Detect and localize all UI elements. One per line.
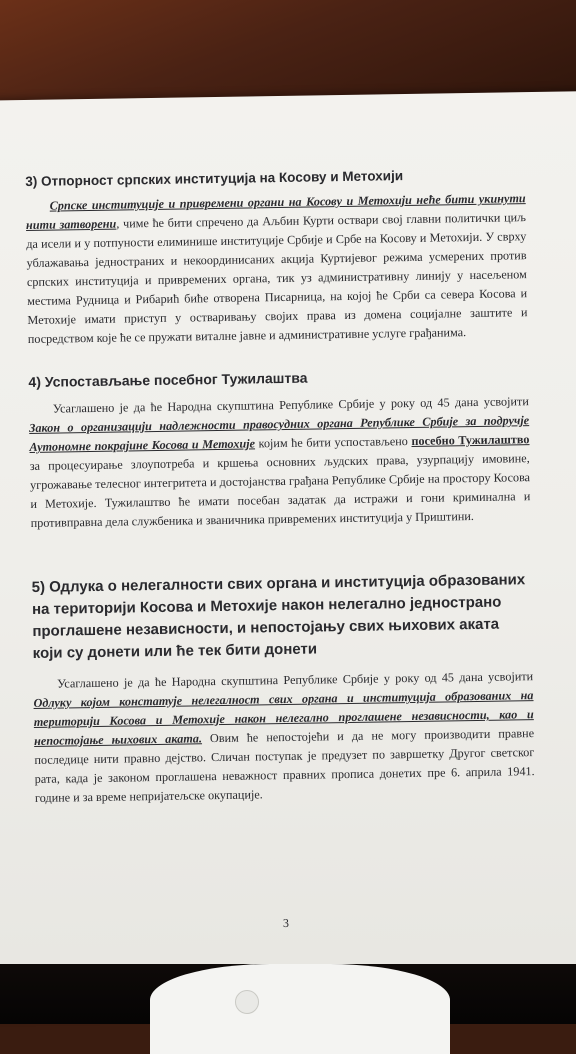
document-page [0,91,576,1020]
section-3-heading: 3) Отпорност српских институција на Косову и Метохији [25,168,404,190]
section-3-text: , чиме ће бити спречено да Аљбин Курти оствари свој главни политички циљ да исели и у потпуности елиминише институције Србије и Србе на Косову и Метохији. У сврху ублажавања једностраних и некоординисаних акција Куртијевог режима усмерених против српских институција и привремених органа, тик уз административну линију у насељеном местима Рудница и Рибарић биће отворена Писарница, на којој ће Срби са севера Косова и Метохије имати приступ у остваривању својих права из домена социјалне заштите и посредством које ће се пружати виталне јавне и административне услуге грађанима. [26,210,528,346]
section-4-text-a: Усаглашено је да ће Народна скупштина Републике Србије у року од 45 дана усвојити [52,394,529,416]
document-body [25,164,535,808]
section-5-heading: 5) Одлука о нелегалности свих органа и институција образованих на територији Косова и Метохије након нелегално једнострано проглашене независности, и непостојању свих њихових аката који су донети или ће тек бити донети [31,571,526,662]
section-3-underlined: Српске институције и привремени органи на Косову и Метохији неће бити укинути нити затворени [25,191,526,233]
section-5-text-b: Овим ће непостојећи и да не могу производити правне последице нити правно дејство. Сличан поступак је предузет по завршетку Другог светског рата, када је законом проглашена неважност правних прописа донетих пре 6. априла 1941. године и за време непријатељске окупације. [34,726,535,805]
shirt-button [235,990,259,1014]
white-shirt [150,964,450,1054]
section-4-prosecution: посебно Тужилаштво [411,432,530,448]
section-4-heading: 4) Успостављање посебног Тужилаштва [28,369,308,390]
section-4-law-title: Закон о организацији надлежности правосудних органа Републике Србије за подручје Аутономне покрајине Косова и Метохије [29,413,530,454]
section-4-paragraph [29,392,531,533]
section-5-paragraph [33,667,535,808]
section-5-decision: Одлуку којом констатује нелегалност свих органа и институција образованих на територији Косова и Метохије након нелегално проглашене независности, као и непостојање њихових аката. [33,688,534,748]
section-4-text-b: којим ће бити успостављено [254,433,412,451]
section-4-text-c: за процесуирање злоупотреба и кршења основних људских права, узурпацију имовине, угрожавање телесног интегритета и достојанства грађана Републике Србије на простору Косова и Метохије. Тужилаштво ће имати посебан задатак да истражи и гони криминална и противправна дела службеника и званичника привремених институција у Приштини. [29,451,531,530]
section-3-paragraph [26,189,528,349]
page-number: 3 [282,915,290,931]
section-5-text-a: Усаглашено је да ће Народна скупштина Републике Србије у року од 45 дана усвојити [57,669,534,691]
